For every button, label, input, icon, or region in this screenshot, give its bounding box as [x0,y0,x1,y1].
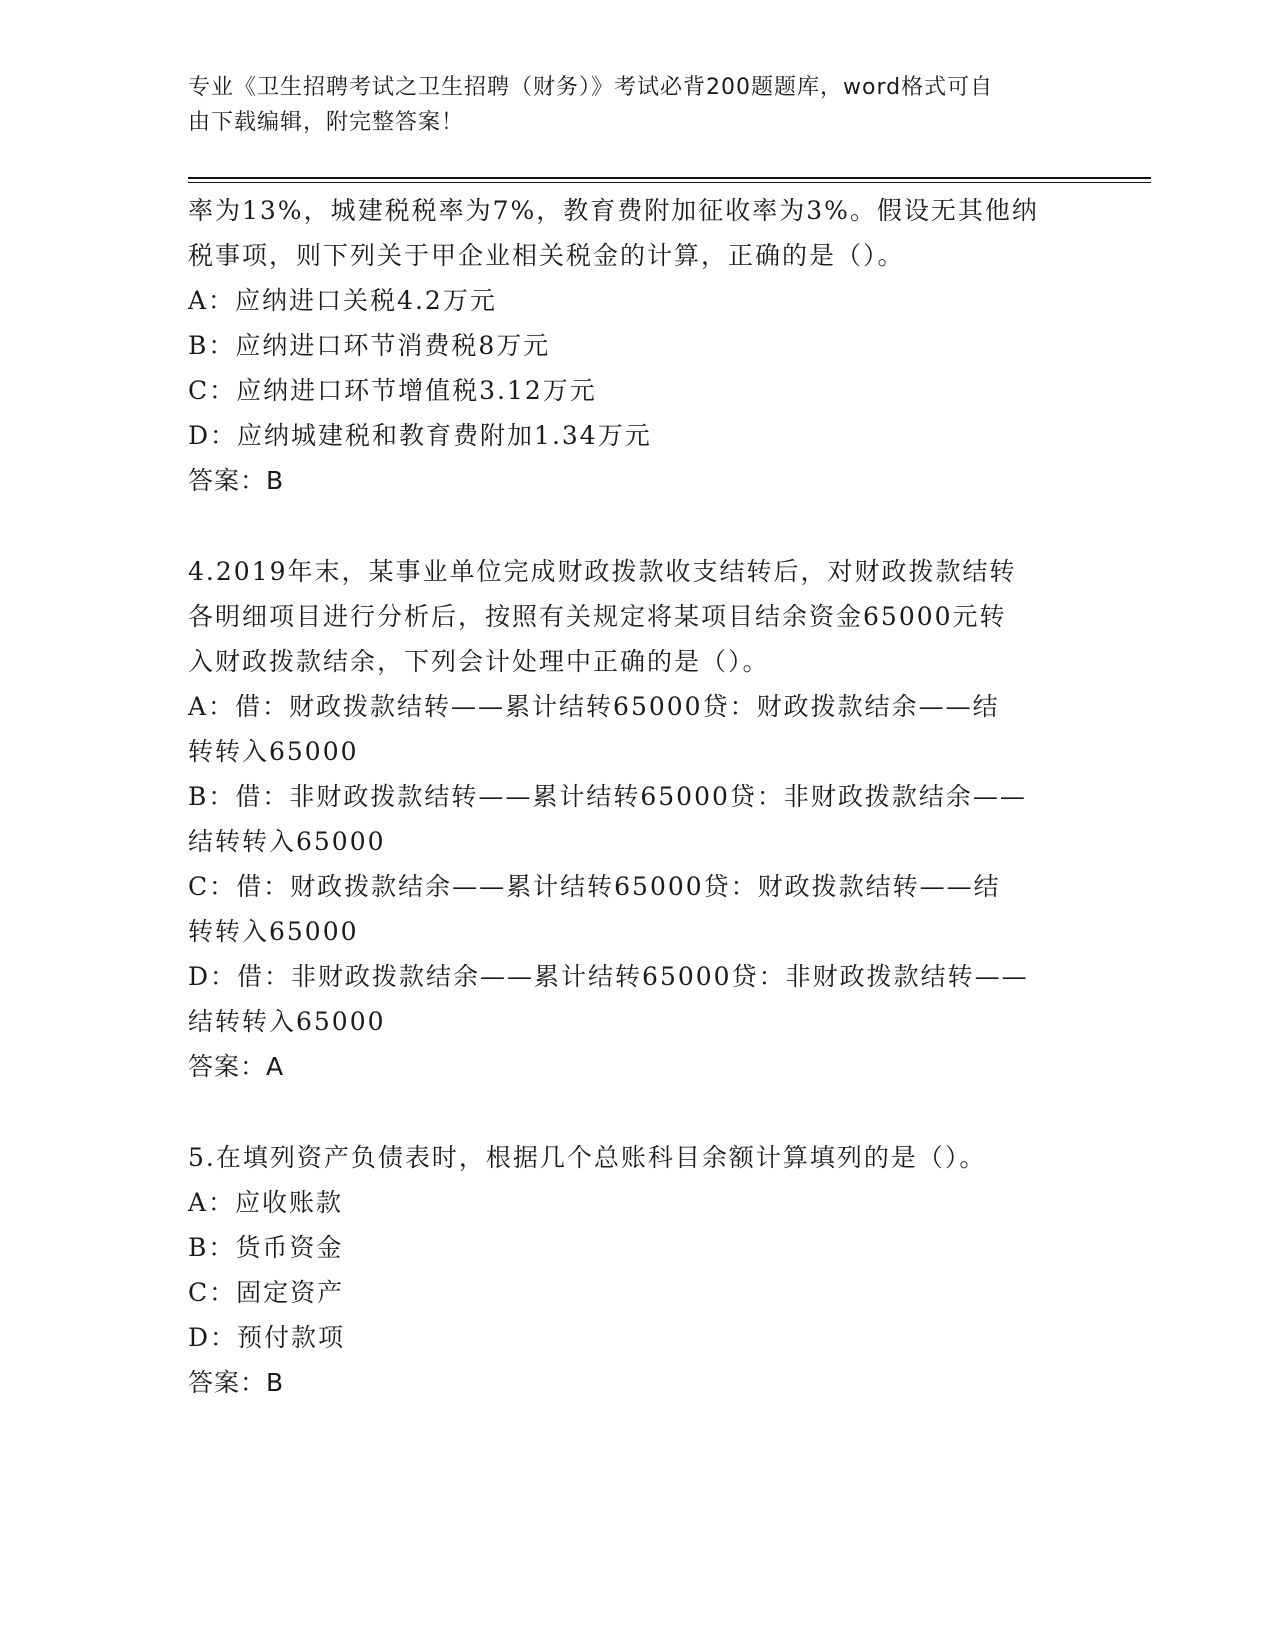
option-d: D：应纳城建税和教育费附加1.34万元 [188,421,652,450]
option-a-cont: 转转入65000 [188,737,359,766]
question-5 [188,1135,1068,1405]
option-c: C：固定资产 [188,1278,345,1307]
option-c-cont: 转转入65000 [188,917,359,946]
question-gap [188,1089,1068,1135]
header-divider-thin [188,182,1151,183]
option-d: D：预付款项 [188,1323,346,1352]
option-a: A：应收账款 [188,1188,344,1217]
answer-line: 答案：A [188,1052,285,1081]
question-stem-line: 各明细项目进行分析后，按照有关规定将某项目结余资金65000元转 [188,602,1007,631]
option-b-cont: 结转转入65000 [188,827,386,856]
option-b: B：货币资金 [188,1233,344,1262]
header-divider [188,177,1151,179]
option-d: D：借：非财政拨款结余——累计结转65000贷：非财政拨款结转—— [188,962,1029,991]
option-b: B：应纳进口环节消费税8万元 [188,331,551,360]
document-body [188,188,1068,1405]
question-stem-line: 5.在填列资产负债表时，根据几个总账科目余额计算填列的是（）。 [188,1143,987,1172]
option-c: C：借：财政拨款结余——累计结转65000贷：财政拨款结转——结 [188,872,1001,901]
option-a: A：借：财政拨款结转——累计结转65000贷：财政拨款结余——结 [188,692,1000,721]
question-stem-line: 率为13%，城建税税率为7%，教育费附加征收率为3%。假设无其他纳 [188,196,1039,225]
header-line: 专业《卫生招聘考试之卫生招聘（财务）》考试必背200题题库，word格式可自 [188,75,994,100]
question-3 [188,188,1068,503]
question-4 [188,549,1068,1089]
option-c: C：应纳进口环节增值税3.12万元 [188,376,597,405]
answer-line: 答案：B [188,466,285,495]
document-header [188,70,1068,140]
question-stem-line: 4.2019年末，某事业单位完成财政拨款收支结转后，对财政拨款结转 [188,557,1017,586]
question-stem-line: 入财政拨款结余，下列会计处理中正确的是（）。 [188,647,770,676]
header-line: 由下载编辑，附完整答案！ [188,110,465,135]
question-gap [188,503,1068,549]
option-b: B：借：非财政拨款结转——累计结转65000贷：非财政拨款结余—— [188,782,1027,811]
option-d-cont: 结转转入65000 [188,1007,386,1036]
answer-line: 答案：B [188,1368,285,1397]
option-a: A：应纳进口关税4.2万元 [188,286,497,315]
question-stem-line: 税事项，则下列关于甲企业相关税金的计算，正确的是（）。 [188,241,905,270]
